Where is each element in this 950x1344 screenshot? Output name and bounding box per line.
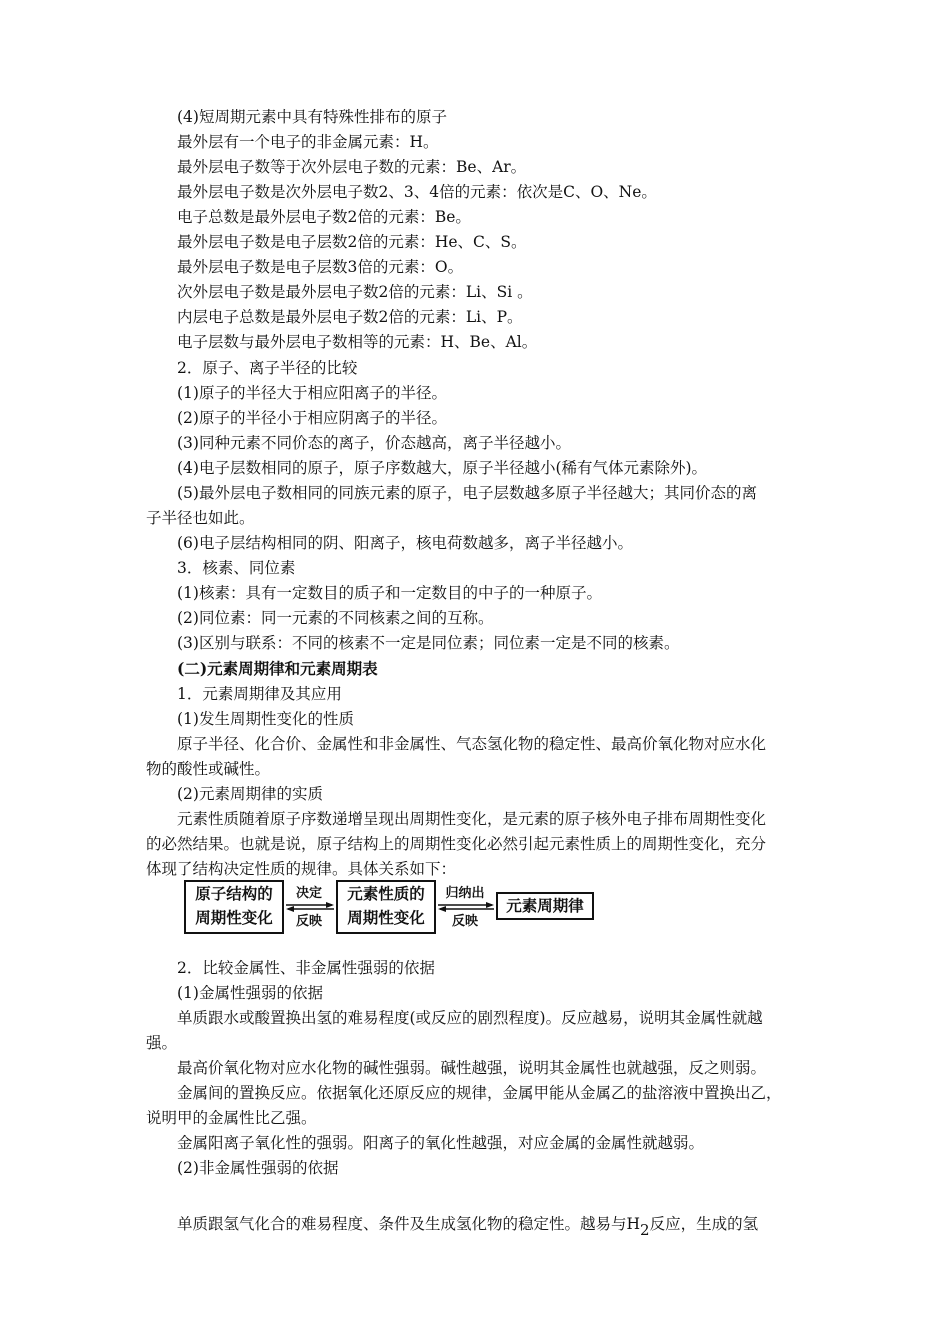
paragraph-line: (1)发生周期性变化的性质 <box>177 710 354 728</box>
paragraph-line: (4)电子层数相同的原子，原子序数越大，原子半径越小(稀有气体元素除外)。 <box>177 459 708 477</box>
box-atomic-structure: 原子结构的 周期性变化 <box>184 880 284 934</box>
paragraph-line: 金属阳离子氧化性的强弱。阳离子的氧化性越强，对应金属的金属性就越弱。 <box>177 1134 705 1152</box>
subscript: 2 <box>640 1221 650 1239</box>
paragraph-line: 原子半径、化合价、金属性和非金属性、气态氢化物的稳定性、最高价氧化物对应水化 <box>177 735 767 753</box>
paragraph-line: 最外层电子数是次外层电子数2、3、4倍的元素：依次是C、O、Ne。 <box>177 183 657 201</box>
paragraph-line: (1)金属性强弱的依据 <box>177 984 323 1002</box>
arrow-label-reflect-2: 反映 <box>451 914 478 929</box>
paragraph-line-last: 单质跟氢气化合的难易程度、条件及生成氢化物的稳定性。越易与H2反应，生成的氢 <box>177 1215 759 1239</box>
paragraph-line: 2．原子、离子半径的比较 <box>177 359 358 377</box>
box-element-properties: 元素性质的 周期性变化 <box>336 880 436 934</box>
paragraph-line: 元素性质随着原子序数递增呈现出周期性变化，是元素的原子核外电子排布周期性变化 <box>177 810 767 828</box>
periodic-law-relation-diagram <box>184 876 594 936</box>
paragraph-line: (3)区别与联系：不同的核素不一定是同位素；同位素一定是不同的核素。 <box>177 634 680 652</box>
paragraph-line: 次外层电子数是最外层电子数2倍的元素：Li、Si 。 <box>177 283 533 301</box>
paragraph-line: 的必然结果。也就是说，原子结构上的周期性变化必然引起元素性质上的周期性变化，充分 <box>146 835 767 853</box>
paragraph-line: 内层电子总数是最外层电子数2倍的元素：Li、P。 <box>177 308 523 326</box>
paragraph-line: 2．比较金属性、非金属性强弱的依据 <box>177 959 435 977</box>
arrow-label-induce: 归纳出 <box>445 886 485 901</box>
paragraph-line: 最外层电子数等于次外层电子数的元素：Be、Ar。 <box>177 158 527 176</box>
paragraph-line: 最外层电子数是电子层数3倍的元素：O。 <box>177 258 464 276</box>
paragraph-line: 最高价氧化物对应水化物的碱性强弱。碱性越强，说明其金属性也就越强，反之则弱。 <box>177 1059 767 1077</box>
double-arrow-icon <box>436 902 496 912</box>
paragraph-line: (2)原子的半径小于相应阴离子的半径。 <box>177 409 447 427</box>
arrow-label-reflect-1: 反映 <box>295 914 322 929</box>
paragraph-line: 强。 <box>146 1034 178 1052</box>
paragraph-line: (2)元素周期律的实质 <box>177 785 323 803</box>
paragraph-line: (3)同种元素不同价态的离子，价态越高，离子半径越小。 <box>177 434 571 452</box>
double-arrow-icon <box>284 902 336 912</box>
paragraph-line: 3．核素、同位素 <box>177 559 296 577</box>
box-periodic-law: 元素周期律 <box>496 892 594 920</box>
paragraph-line: 最外层电子数是电子层数2倍的元素：He、C、S。 <box>177 233 527 251</box>
arrow-label-decide: 决定 <box>295 886 322 901</box>
paragraph-line: 体现了结构决定性质的规律。具体关系如下： <box>146 860 457 878</box>
paragraph-line: 电子总数是最外层电子数2倍的元素：Be。 <box>177 208 471 226</box>
paragraph-line: (2)同位素：同一元素的不同核素之间的互称。 <box>177 609 494 627</box>
paragraph-line: 单质跟水或酸置换出氢的难易程度(或反应的剧烈程度)。反应越易，说明其金属性就越 <box>177 1009 763 1027</box>
paragraph-line: 说明甲的金属性比乙强。 <box>146 1109 317 1127</box>
paragraph-line: (1)核素：具有一定数目的质子和一定数目的中子的一种原子。 <box>177 584 602 602</box>
paragraph-line: (6)电子层结构相同的阴、阳离子，核电荷数越多，离子半径越小。 <box>177 534 633 552</box>
paragraph-line: 1．元素周期律及其应用 <box>177 685 342 703</box>
paragraph-line: 物的酸性或碱性。 <box>146 760 271 778</box>
paragraph-line: 子半径也如此。 <box>146 509 255 527</box>
paragraph-line: 电子层数与最外层电子数相等的元素：H、Be、Al。 <box>177 333 538 351</box>
paragraph-line: (1)原子的半径大于相应阳离子的半径。 <box>177 384 447 402</box>
paragraph-line: 最外层有一个电子的非金属元素：H。 <box>177 133 439 151</box>
paragraph-line: 金属间的置换反应。依据氧化还原反应的规律，金属甲能从金属乙的盐溶液中置换出乙， <box>177 1084 782 1102</box>
paragraph-line: (4)短周期元素中具有特殊性排布的原子 <box>177 108 447 126</box>
paragraph-line: (5)最外层电子数相同的同族元素的原子，电子层数越多原子半径越大；其同价态的离 <box>177 484 757 502</box>
paragraph-line: (2)非金属性强弱的依据 <box>177 1159 339 1177</box>
section-heading: (二)元素周期律和元素周期表 <box>177 659 378 678</box>
